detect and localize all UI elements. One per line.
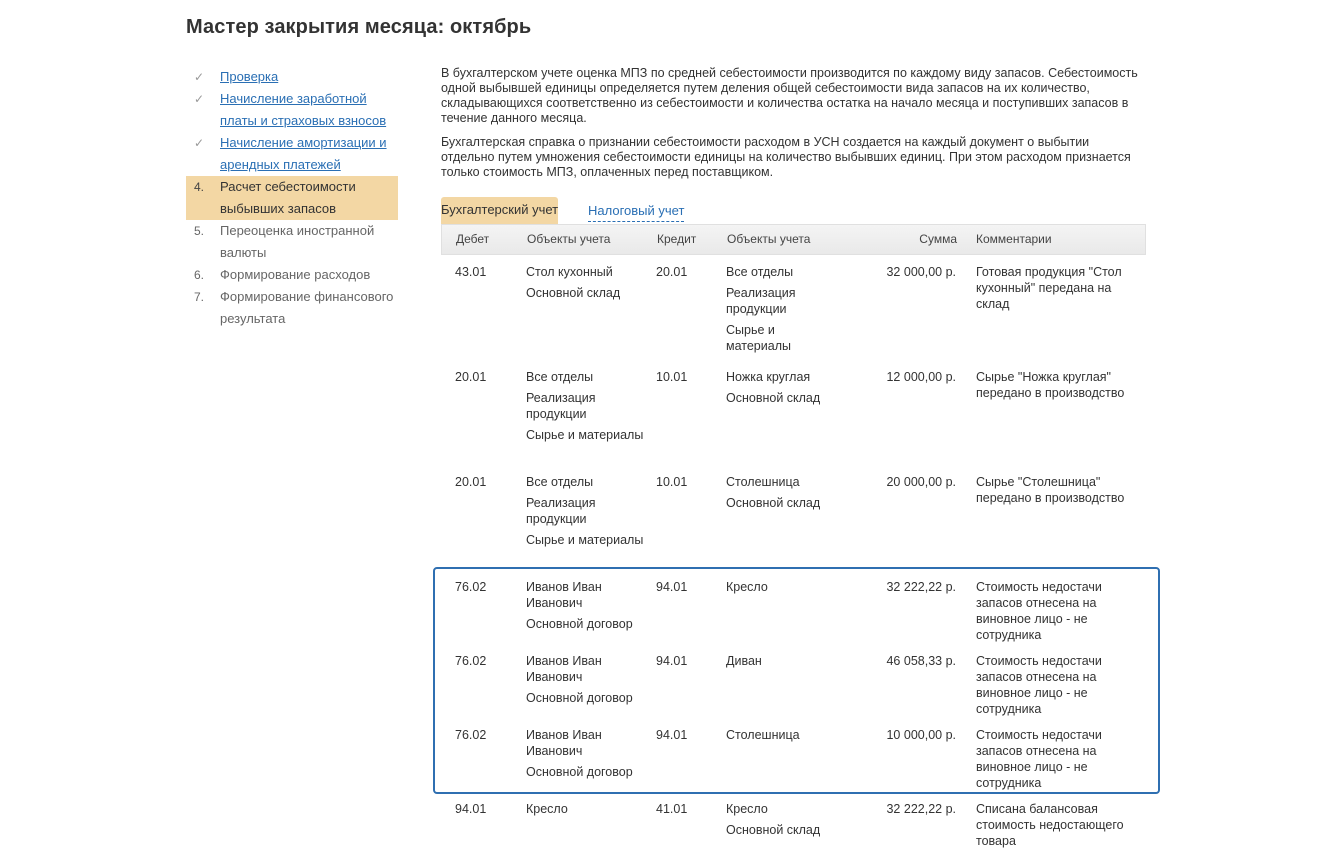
object-item: Кресло [726, 802, 768, 816]
check-icon: ✓ [194, 136, 205, 150]
sum-cell: 20 000,00 р. [886, 475, 956, 489]
object-item: Реализация продукции [526, 496, 596, 526]
objects-cell [526, 474, 646, 553]
debit-cell: 94.01 [455, 802, 487, 816]
table-row[interactable] [441, 264, 1146, 364]
description-paragraph: В бухгалтерском учете оценка МПЗ по средней себестоимости производится по каждому виду запасов. Себестоимость одной выбывшей единицы определяется путем деления общей себестоимости вида запасов на их количество, складывающихся соответственно из себестоимости и количества остатка на начало месяца и поступивших запасов в течение данного месяца. [441, 66, 1138, 125]
credit-cell: 10.01 [656, 370, 688, 384]
tab-accounting[interactable]: Бухгалтерский учет [441, 197, 558, 224]
object-item: Столешница [726, 728, 800, 742]
wizard-steps [186, 66, 398, 330]
object-item: Основной договор [526, 691, 633, 705]
object-item: Кресло [526, 802, 568, 816]
comment-cell: Готовая продукция "Стол кухонный" передана на склад [976, 265, 1122, 311]
step-label: Переоценка иностранной валюты [220, 223, 375, 260]
step-currency-revaluation [186, 220, 398, 264]
credit-cell: 20.01 [656, 265, 688, 279]
object-item: Основной склад [726, 391, 821, 405]
objects-cell [526, 369, 646, 448]
comment-cell: Сырье "Ножка круглая" передано в производство [976, 370, 1125, 400]
comment-cell: Сырье "Столешница" передано в производство [976, 475, 1125, 505]
object-item: Иванов Иван Иванович [526, 580, 602, 610]
object-item: Основной договор [526, 765, 633, 779]
table-header [441, 224, 1146, 255]
debit-cell: 76.02 [455, 728, 487, 742]
debit-cell: 20.01 [455, 370, 487, 384]
step-label: Расчет себестоимости выбывших запасов [220, 179, 356, 216]
object-item: Все отделы [526, 475, 594, 489]
sum-cell: 32 222,22 р. [886, 580, 956, 594]
step-expenses [186, 264, 398, 286]
object-item: Сырье и материалы [726, 323, 791, 353]
object-item: Кресло [726, 580, 768, 594]
sum-cell: 10 000,00 р. [886, 728, 956, 742]
description-paragraph: Бухгалтерская справка о признании себестоимости расходом в УСН создается на каждый документ о выбытии отдельно путем умножения себестоимости единицы на количество выбывших единиц. При этом расходом признается только стоимость МПЗ, оплаченных перед поставщиком. [441, 135, 1131, 179]
sum-cell: 46 058,33 р. [886, 654, 956, 668]
sum-cell: 12 000,00 р. [886, 370, 956, 384]
object-item: Основной склад [726, 496, 821, 510]
header-debit: Дебет [456, 232, 490, 246]
objects-cell [726, 264, 836, 359]
comment-cell: Стоимость недостачи запасов отнесена на виновное лицо - не сотрудника [976, 728, 1102, 790]
object-item: Стол кухонный [526, 265, 613, 279]
debit-cell: 20.01 [455, 475, 487, 489]
step-financial-result [186, 286, 398, 330]
tab-tax[interactable]: Налоговый учет [588, 200, 684, 222]
objects-cell [726, 369, 836, 411]
table-row[interactable] [441, 474, 1146, 574]
step-label[interactable]: Проверка [220, 69, 279, 84]
object-item: Все отделы [726, 265, 794, 279]
objects-cell [726, 474, 836, 516]
check-icon: ✓ [194, 70, 205, 84]
object-item: Реализация продукции [526, 391, 596, 421]
header-sum: Сумма [919, 232, 957, 246]
objects-cell [526, 264, 646, 306]
step-cost-calculation[interactable] [186, 176, 398, 220]
highlight-frame [433, 567, 1160, 794]
debit-cell: 43.01 [455, 265, 487, 279]
comment-cell: Списана балансовая стоимость недостающего товара [976, 802, 1124, 848]
step-number: 6. [194, 268, 205, 282]
object-item: Иванов Иван Иванович [526, 654, 602, 684]
header-objects: Объекты учета [727, 232, 811, 246]
description [441, 66, 1141, 189]
object-item: Столешница [726, 475, 800, 489]
object-item: Ножка круглая [726, 370, 811, 384]
step-check[interactable] [186, 66, 398, 88]
object-item: Основной склад [726, 823, 821, 837]
object-item: Иванов Иван Иванович [526, 728, 602, 758]
step-label[interactable]: Начисление амортизации и арендных платежей [220, 135, 387, 172]
objects-cell [526, 801, 646, 822]
object-item: Все отделы [526, 370, 594, 384]
credit-cell: 94.01 [656, 654, 688, 668]
header-objects: Объекты учета [527, 232, 611, 246]
step-label: Формирование расходов [220, 267, 371, 282]
comment-cell: Стоимость недостачи запасов отнесена на виновное лицо - не сотрудника [976, 580, 1102, 642]
step-number: 7. [194, 290, 205, 304]
step-number: 5. [194, 224, 205, 238]
object-item: Основной склад [526, 286, 621, 300]
table-row[interactable] [441, 369, 1146, 469]
credit-cell: 94.01 [656, 728, 688, 742]
debit-cell: 76.02 [455, 580, 487, 594]
object-item: Основной договор [526, 617, 633, 631]
objects-cell [726, 801, 836, 843]
check-icon: ✓ [194, 92, 205, 106]
step-depreciation[interactable] [186, 132, 398, 176]
step-label[interactable]: Начисление заработной платы и страховых взносов [220, 91, 387, 128]
object-item: Сырье и материалы [526, 428, 644, 442]
credit-cell: 94.01 [656, 580, 688, 594]
credit-cell: 10.01 [656, 475, 688, 489]
header-comment: Комментарии [976, 232, 1052, 246]
comment-cell: Стоимость недостачи запасов отнесена на виновное лицо - не сотрудника [976, 654, 1102, 716]
sum-cell: 32 222,22 р. [886, 802, 956, 816]
header-credit: Кредит [657, 232, 697, 246]
object-item: Сырье и материалы [526, 533, 644, 547]
sum-cell: 32 000,00 р. [886, 265, 956, 279]
step-number: 4. [194, 180, 205, 194]
credit-cell: 41.01 [656, 802, 688, 816]
page-title: Мастер закрытия месяца: октябрь [186, 16, 532, 38]
postings-table [441, 224, 1146, 848]
debit-cell: 76.02 [455, 654, 487, 668]
table-row[interactable] [441, 801, 1146, 857]
step-label: Формирование финансового результата [220, 289, 394, 326]
object-item: Реализация продукции [726, 286, 796, 316]
object-item: Диван [726, 654, 762, 668]
step-payroll[interactable] [186, 88, 398, 132]
